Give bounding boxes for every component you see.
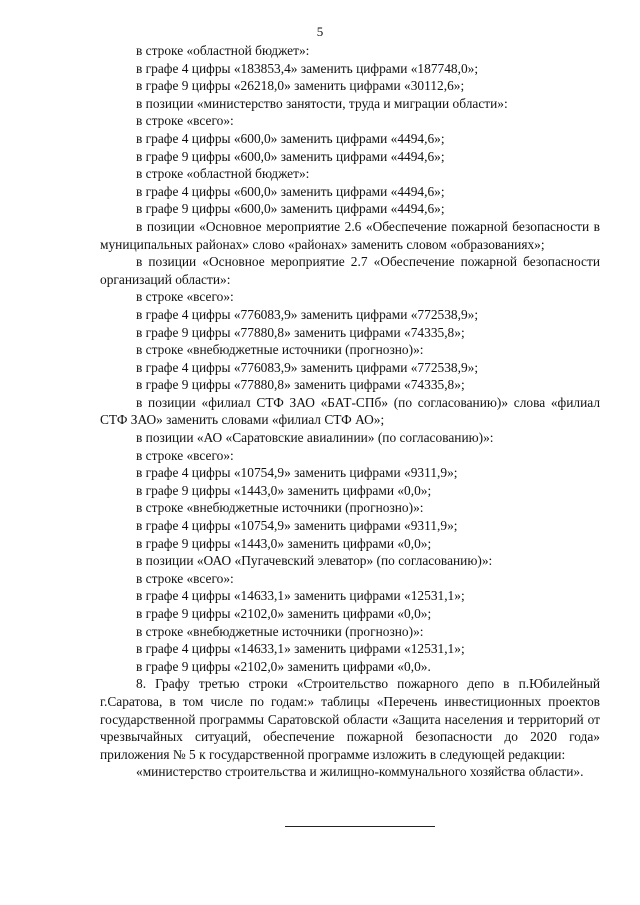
paragraph: в графе 4 цифры «14633,1» заменить цифрами «12531,1»; <box>136 588 465 604</box>
paragraph: в графе 9 цифры «2102,0» заменить цифрами «0,0». <box>136 658 431 674</box>
paragraph: в позиции «министерство занятости, труда и миграции области»: <box>136 95 508 111</box>
paragraph: в позиции «Основное мероприятие 2.6 «Обеспечение пожарной безопасности в муниципальных районах» слово «районах» заменить словом «образованиях»; <box>100 218 600 252</box>
separator-line <box>285 826 435 827</box>
paragraph: в графе 4 цифры «183853,4» заменить цифрами «187748,0»; <box>136 60 479 76</box>
paragraph: в строке «всего»: <box>136 570 234 586</box>
paragraph: в строке «всего»: <box>136 289 234 305</box>
paragraph: в строке «внебюджетные источники (прогнозно)»: <box>136 342 424 358</box>
paragraph: 8. Графу третью строки «Строительство пожарного депо в п.Юбилейный г.Саратова, в том числе по годам:» таблицы «Перечень инвестиционных проектов государственной программы Саратовской области «Защита населения и территорий от чрезвычайных ситуаций, обеспечение пожарной безопасности до 2020 года» приложения № 5 к государственной программе изложить в следующей редакции: <box>100 676 600 762</box>
paragraph: в графе 9 цифры «2102,0» заменить цифрами «0,0»; <box>136 606 432 621</box>
paragraph: в графе 4 цифры «776083,9» заменить цифрами «772538,9»; <box>136 359 479 375</box>
paragraph: в графе 4 цифры «600,0» заменить цифрами «4494,6»; <box>136 130 445 146</box>
paragraph: в строке «всего»: <box>136 113 234 129</box>
paragraph: в графе 4 цифры «776083,9» заменить цифрами «772538,9»; <box>136 306 479 322</box>
paragraph: в графе 4 цифры «600,0» заменить цифрами «4494,6»; <box>136 183 445 199</box>
paragraph: в позиции «Основное мероприятие 2.7 «Обеспечение пожарной безопасности организаций области»: <box>100 254 600 287</box>
paragraph: в графе 9 цифры «1443,0» заменить цифрами «0,0»; <box>136 482 432 498</box>
paragraph: в графе 9 цифры «77880,8» заменить цифрами «74335,8»; <box>136 377 465 393</box>
paragraph: в строке «областной бюджет»: <box>136 43 310 58</box>
paragraph: в позиции «АО «Саратовские авиалинии» (по согласованию)»: <box>136 430 494 446</box>
paragraph: в графе 9 цифры «600,0» заменить цифрами «4494,6»; <box>136 148 445 164</box>
paragraph: в графе 4 цифры «10754,9» заменить цифрами «9311,9»; <box>136 465 458 481</box>
paragraph: в строке «областной бюджет»: <box>136 166 310 182</box>
paragraph: в графе 9 цифры «26218,0» заменить цифрами «30112,6»; <box>136 78 465 94</box>
paragraph: в графе 9 цифры «1443,0» заменить цифрами «0,0»; <box>136 535 432 551</box>
paragraph: в графе 9 цифры «77880,8» заменить цифрами «74335,8»; <box>136 324 465 340</box>
paragraph: в строке «внебюджетные источники (прогнозно)»: <box>136 500 424 516</box>
paragraph: в графе 9 цифры «600,0» заменить цифрами «4494,6»; <box>136 201 445 217</box>
paragraph: «министерство строительства и жилищно-коммунального хозяйства области». <box>136 764 584 780</box>
paragraph: в графе 4 цифры «14633,1» заменить цифрами «12531,1»; <box>136 641 465 657</box>
paragraph: в позиции «ОАО «Пугачевский элеватор» (по согласованию)»: <box>136 553 493 569</box>
paragraph: в строке «внебюджетные источники (прогнозно)»: <box>136 623 424 639</box>
paragraph: в графе 4 цифры «10754,9» заменить цифрами «9311,9»; <box>136 518 458 534</box>
paragraph: в строке «всего»: <box>136 447 234 463</box>
paragraph: в позиции «филиал СТФ ЗАО «БАТ-СПб» (по согласованию)» слова «филиал СТФ ЗАО» заменить словами «филиал СТФ АО»; <box>100 394 600 428</box>
page-number: 5 <box>316 24 324 39</box>
document-body <box>100 42 600 781</box>
